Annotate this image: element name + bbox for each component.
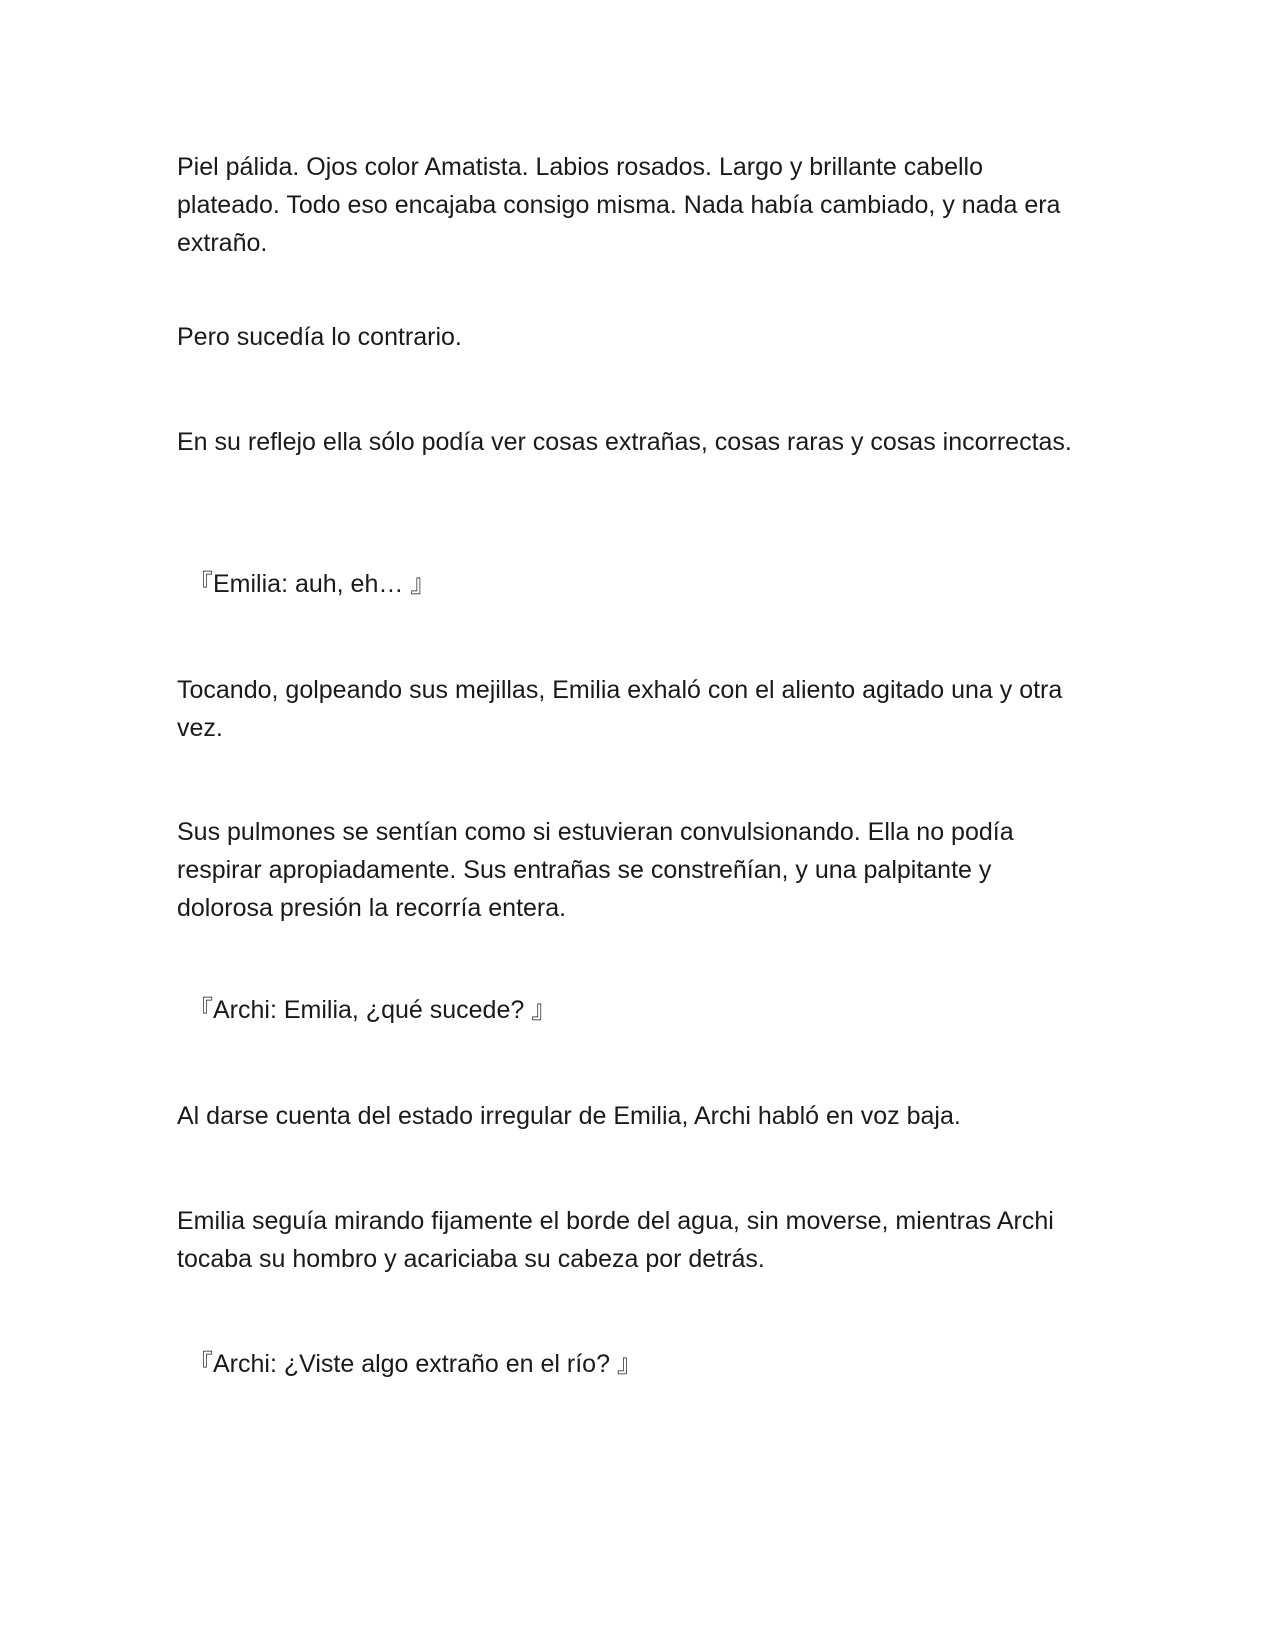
paragraph-lungs: Sus pulmones se sentían como si estuvieran convulsionando. Ella no podía respirar apropiadamente. Sus entrañas se constreñían, y una palpitante y dolorosa presión la recorría entera. bbox=[177, 818, 1014, 922]
dialogue-archi-question: 『Archi: Emilia, ¿qué sucede? 』 bbox=[188, 996, 557, 1024]
paragraph-water-edge: Emilia seguía mirando fijamente el borde del agua, sin moverse, mientras Archi tocaba su hombro y acariciaba su cabeza por detrás. bbox=[177, 1207, 1054, 1273]
paragraph-description: Piel pálida. Ojos color Amatista. Labios rosados. Largo y brillante cabello plateado. Todo eso encajaba consigo misma. Nada había cambiado, y nada era extraño. bbox=[177, 153, 1061, 257]
dialogue-emilia: 『Emilia: auh, eh… 』 bbox=[188, 570, 436, 598]
paragraph-reflection: En su reflejo ella sólo podía ver cosas extrañas, cosas raras y cosas incorrectas. bbox=[177, 428, 1072, 456]
dialogue-archi-river: 『Archi: ¿Viste algo extraño en el río? 』 bbox=[188, 1350, 642, 1378]
paragraph-touching-cheeks: Tocando, golpeando sus mejillas, Emilia exhaló con el aliento agitado una y otra vez. bbox=[177, 676, 1063, 742]
paragraph-archi-noticed: Al darse cuenta del estado irregular de Emilia, Archi habló en voz baja. bbox=[177, 1102, 961, 1130]
paragraph-contrary: Pero sucedía lo contrario. bbox=[177, 323, 462, 351]
